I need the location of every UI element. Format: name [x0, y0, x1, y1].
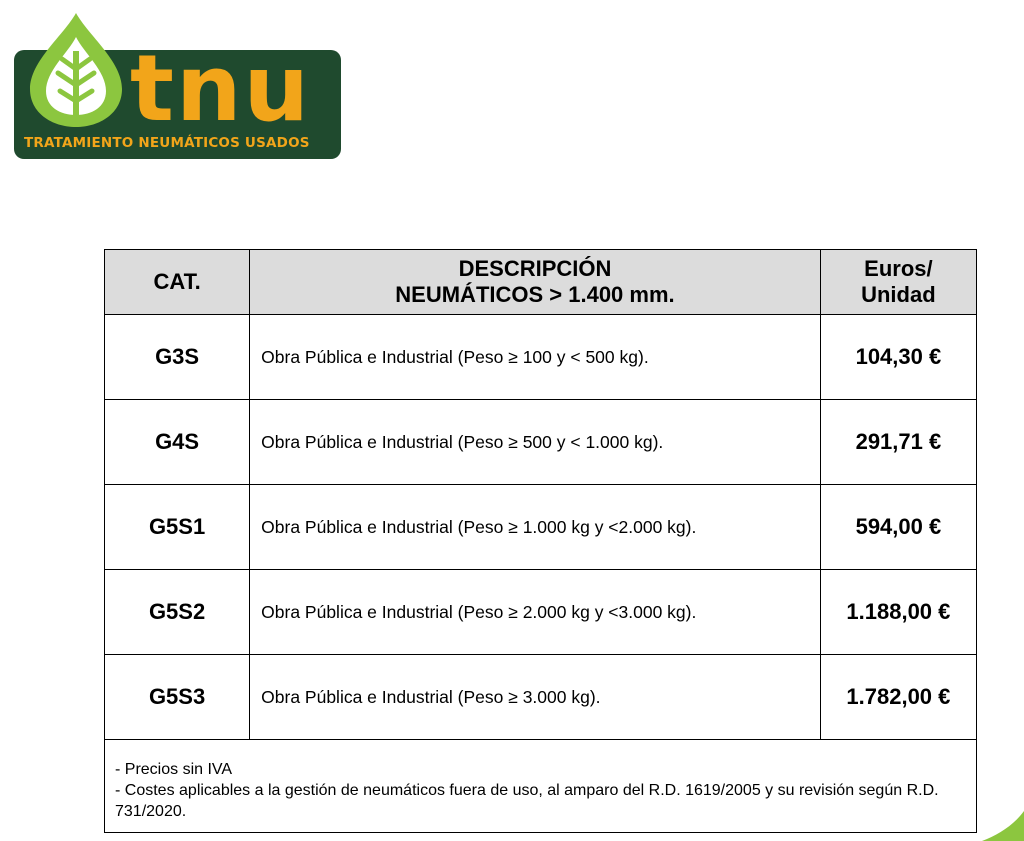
- table-row: [105, 485, 977, 570]
- row-desc: Obra Pública e Industrial (Peso ≥ 100 y < 500 kg).: [250, 315, 821, 400]
- row-cat: G5S1: [105, 485, 250, 570]
- row-desc: Obra Pública e Industrial (Peso ≥ 3.000 kg).: [250, 655, 821, 740]
- row-desc: Obra Pública e Industrial (Peso ≥ 500 y < 1.000 kg).: [250, 400, 821, 485]
- row-price: 104,30 €: [820, 315, 976, 400]
- header-price-line2: Unidad: [861, 282, 936, 307]
- row-cat: G3S: [105, 315, 250, 400]
- table-header-row: [105, 250, 977, 315]
- row-price: 1.782,00 €: [820, 655, 976, 740]
- note-legal: - Costes aplicables a la gestión de neumáticos fuera de uso, al amparo del R.D. 1619/2005 y su revisión según R.D. 731/2020.: [115, 781, 939, 820]
- table-row: [105, 570, 977, 655]
- header-cat: CAT.: [105, 250, 250, 315]
- notes-row: [105, 740, 977, 833]
- corner-decoration: [974, 811, 1024, 841]
- row-cat: G5S3: [105, 655, 250, 740]
- row-desc: Obra Pública e Industrial (Peso ≥ 1.000 kg y <2.000 kg).: [250, 485, 821, 570]
- row-price: 594,00 €: [820, 485, 976, 570]
- row-cat: G4S: [105, 400, 250, 485]
- header-price-line1: Euros/: [864, 256, 933, 281]
- header-desc: [250, 250, 821, 315]
- table-row: [105, 400, 977, 485]
- header-price: [820, 250, 976, 315]
- row-price: 291,71 €: [820, 400, 976, 485]
- row-cat: G5S2: [105, 570, 250, 655]
- header-desc-line2: NEUMÁTICOS > 1.400 mm.: [395, 282, 675, 307]
- table-row: [105, 655, 977, 740]
- notes-cell: [105, 740, 977, 833]
- logo-wordmark: tnu: [130, 35, 311, 142]
- row-price: 1.188,00 €: [820, 570, 976, 655]
- note-vat: - Precios sin IVA: [115, 760, 233, 778]
- price-table: [104, 249, 977, 833]
- tnu-logo: [14, 11, 341, 159]
- row-desc: Obra Pública e Industrial (Peso ≥ 2.000 kg y <3.000 kg).: [250, 570, 821, 655]
- table-row: [105, 315, 977, 400]
- header-desc-line1: DESCRIPCIÓN: [458, 256, 612, 281]
- leaf-icon: [24, 11, 128, 131]
- logo-tagline: TRATAMIENTO NEUMÁTICOS USADOS: [24, 135, 310, 151]
